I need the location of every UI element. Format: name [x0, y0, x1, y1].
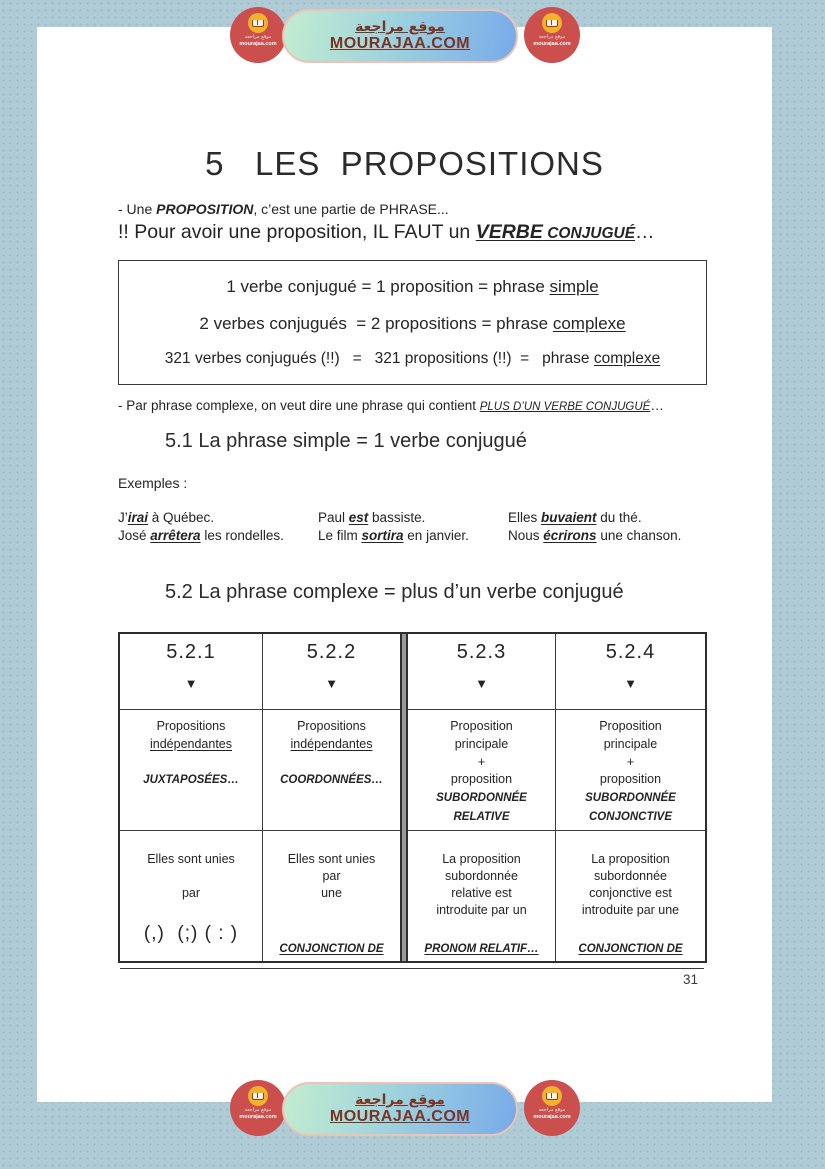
example-pre: Elles — [508, 510, 542, 525]
example-verb: est — [348, 510, 369, 525]
logo-dot — [542, 13, 562, 33]
logo-arabic-text: موقع مراجعة — [244, 34, 272, 40]
logo-site-text: mourajaa.com — [239, 40, 277, 47]
desc-cell-punctuation — [120, 831, 263, 961]
desc-line: par — [181, 885, 201, 900]
book-icon — [546, 20, 558, 27]
type-tag: COORDONNÉES… — [280, 773, 383, 786]
intro2-conjugue: CONJUGUÉ — [542, 225, 636, 242]
examples-column-1 — [118, 509, 284, 544]
propositions-table — [118, 632, 707, 963]
example-post: du thé. — [596, 510, 642, 525]
intro-line-1 — [118, 201, 449, 217]
table-header-523 — [408, 634, 556, 710]
header-label: 5.2.4 — [605, 641, 656, 663]
logo-site-text: mourajaa.com — [533, 1113, 571, 1120]
intro1-suffix: , c’est une partie de PHRASE... — [253, 201, 449, 217]
logo-dot — [248, 1086, 268, 1106]
complexe-prefix: - Par phrase complexe, on veut dire une phrase qui contient — [118, 398, 480, 413]
page-title: 5 LES PROPOSITIONS — [205, 145, 604, 182]
rule-line-1 — [119, 277, 706, 297]
page-number: 31 — [683, 972, 699, 987]
desc-line: Elles sont unies — [287, 852, 376, 866]
rule-line-2 — [119, 314, 706, 334]
intro1-prefix: - Une — [118, 201, 157, 217]
type-line: proposition — [599, 772, 662, 787]
type-line: Propositions — [156, 719, 226, 733]
book-icon — [252, 20, 264, 27]
example-post: à Québec. — [148, 510, 215, 525]
type-line-underlined: indépendantes — [290, 736, 373, 751]
desc-line: introduite par une — [581, 902, 680, 917]
table-header-524 — [556, 634, 705, 710]
desc-line: une — [321, 885, 342, 900]
rule3-underlined: complexe — [593, 349, 661, 367]
complexe-ellipsis: … — [650, 398, 664, 413]
type-line: Proposition — [599, 719, 662, 733]
example-verb: buvaient — [541, 510, 597, 525]
table-double-divider — [400, 634, 408, 961]
heading-5-1: 5.1 La phrase simple = 1 verbe conjugué — [165, 430, 527, 452]
type-tag: RELATIVE — [453, 810, 510, 823]
desc-line: La proposition — [591, 852, 670, 866]
desc-line: subordonnée — [445, 868, 518, 883]
example-post: une chanson. — [596, 527, 682, 543]
site-header-badge — [230, 7, 582, 65]
type-line: principale — [603, 736, 658, 751]
example-sentence — [318, 509, 469, 527]
down-triangle-icon: ▼ — [624, 676, 637, 691]
intro2-prefix: !! Pour avoir une proposition, IL FAUT un — [118, 221, 476, 243]
type-line: Proposition — [450, 719, 513, 733]
site-url-label[interactable]: MOURAJAA.COM — [329, 34, 471, 52]
example-verb: écrirons — [543, 527, 597, 543]
example-pre: Paul — [318, 510, 349, 525]
type-tag: CONJONCTIVE — [588, 810, 673, 823]
example-post: bassiste. — [368, 510, 426, 525]
site-url-label[interactable]: MOURAJAA.COM — [329, 1107, 471, 1125]
example-verb: irai — [127, 510, 149, 525]
logo-dot — [248, 13, 268, 33]
example-sentence — [118, 527, 284, 545]
logo-dot — [542, 1086, 562, 1106]
rule2-underlined: complexe — [552, 313, 626, 333]
example-sentence — [508, 509, 681, 527]
desc-bottom-tag: CONJONCTION DE — [578, 943, 683, 956]
down-triangle-icon: ▼ — [325, 676, 338, 691]
desc-bottom-tag: PRONOM RELATIF… — [424, 943, 539, 956]
example-sentence — [318, 527, 469, 545]
examples-label: Exemples : — [118, 475, 188, 491]
complexe-underlined: PLUS D’UN VERBE CONJUGUÉ — [479, 401, 651, 413]
example-post: les rondelles. — [200, 527, 284, 543]
intro1-keyword: PROPOSITION — [156, 201, 254, 217]
type-tag: SUBORDONNÉE — [436, 792, 527, 804]
examples-column-3 — [508, 509, 681, 544]
desc-line: Elles sont unies — [147, 852, 235, 866]
example-post: en janvier. — [403, 527, 469, 543]
example-sentence — [118, 509, 284, 527]
type-line: principale — [454, 736, 509, 751]
header-label: 5.2.3 — [456, 641, 507, 663]
type-cell-subordonnee-conjonctive — [556, 710, 705, 831]
rule-line-3 — [119, 350, 706, 368]
header-label: 5.2.1 — [166, 641, 216, 663]
document-page — [37, 27, 772, 1102]
example-verb: sortira — [361, 527, 404, 543]
intro-line-2 — [118, 221, 655, 244]
examples-column-2 — [318, 509, 469, 544]
type-cell-juxtaposees — [120, 710, 263, 831]
complex-phrase-note — [118, 398, 738, 413]
rules-box — [118, 260, 707, 385]
site-logo-circle — [524, 1080, 580, 1136]
desc-cell-conjonction-sub — [556, 831, 705, 961]
site-logo-circle — [230, 7, 286, 63]
punctuation-marks: (,) (;) ( : ) — [143, 922, 239, 944]
desc-line: subordonnée — [594, 868, 667, 883]
desc-line: par — [322, 868, 341, 883]
book-icon — [252, 1093, 264, 1100]
logo-arabic-text: موقع مراجعة — [538, 34, 566, 40]
example-pre: José — [118, 527, 151, 543]
heading-5-2: 5.2 La phrase complexe = plus d’un verbe conjugué — [165, 581, 624, 603]
site-footer-badge — [230, 1080, 582, 1138]
type-tag: SUBORDONNÉE — [585, 792, 676, 804]
intro2-verbe: VERBE — [475, 221, 543, 243]
example-pre: Nous — [508, 527, 544, 543]
desc-line: conjonctive est — [589, 885, 672, 900]
logo-arabic-text: موقع مراجعة — [244, 1107, 272, 1113]
type-cell-subordonnee-relative — [408, 710, 556, 831]
intro2-ellipsis: … — [635, 221, 655, 243]
logo-site-text: mourajaa.com — [239, 1113, 277, 1120]
rule2-text: 2 verbes conjugués = 2 propositions = phrase — [199, 313, 553, 333]
type-line-underlined: indépendantes — [149, 736, 233, 751]
plus-sign: + — [626, 754, 635, 769]
type-cell-coordonnees — [263, 710, 400, 831]
site-link-pill[interactable] — [282, 1082, 518, 1136]
book-icon — [546, 1093, 558, 1100]
plus-sign: + — [477, 754, 486, 769]
site-arabic-label[interactable]: موقع مراجعة — [355, 18, 445, 35]
down-triangle-icon: ▼ — [475, 676, 488, 691]
desc-cell-conjonction-coord — [263, 831, 400, 961]
desc-line: relative est — [451, 885, 512, 900]
site-logo-circle — [230, 1080, 286, 1136]
rule1-text: 1 verbe conjugué = 1 proposition = phrase — [226, 277, 550, 297]
type-line: Propositions — [297, 719, 366, 733]
site-link-pill[interactable] — [282, 9, 518, 63]
type-tag: JUXTAPOSÉES… — [143, 773, 239, 786]
table-header-521 — [120, 634, 263, 710]
desc-bottom-tag: CONJONCTION DE — [279, 943, 384, 956]
rule1-underlined: simple — [549, 277, 599, 297]
logo-site-text: mourajaa.com — [533, 40, 571, 47]
footer-rule — [120, 968, 704, 969]
table-header-522 — [263, 634, 400, 710]
example-pre: J’ — [118, 510, 128, 525]
header-label: 5.2.2 — [306, 641, 357, 663]
type-line: proposition — [450, 772, 513, 787]
desc-cell-pronom-relatif — [408, 831, 556, 961]
example-sentence — [508, 527, 681, 545]
example-verb: arrêtera — [150, 527, 201, 543]
desc-line: introduite par un — [436, 902, 527, 917]
example-pre: Le film — [318, 527, 362, 543]
logo-arabic-text: موقع مراجعة — [538, 1107, 566, 1113]
site-logo-circle — [524, 7, 580, 63]
desc-line: La proposition — [442, 852, 521, 866]
intro2-verbe-conjugue — [476, 221, 635, 243]
rule3-text: 321 verbes conjugués (!!) = 321 propositions (!!) = phrase — [164, 349, 594, 367]
site-arabic-label[interactable]: موقع مراجعة — [355, 1091, 445, 1108]
down-triangle-icon: ▼ — [184, 676, 198, 691]
